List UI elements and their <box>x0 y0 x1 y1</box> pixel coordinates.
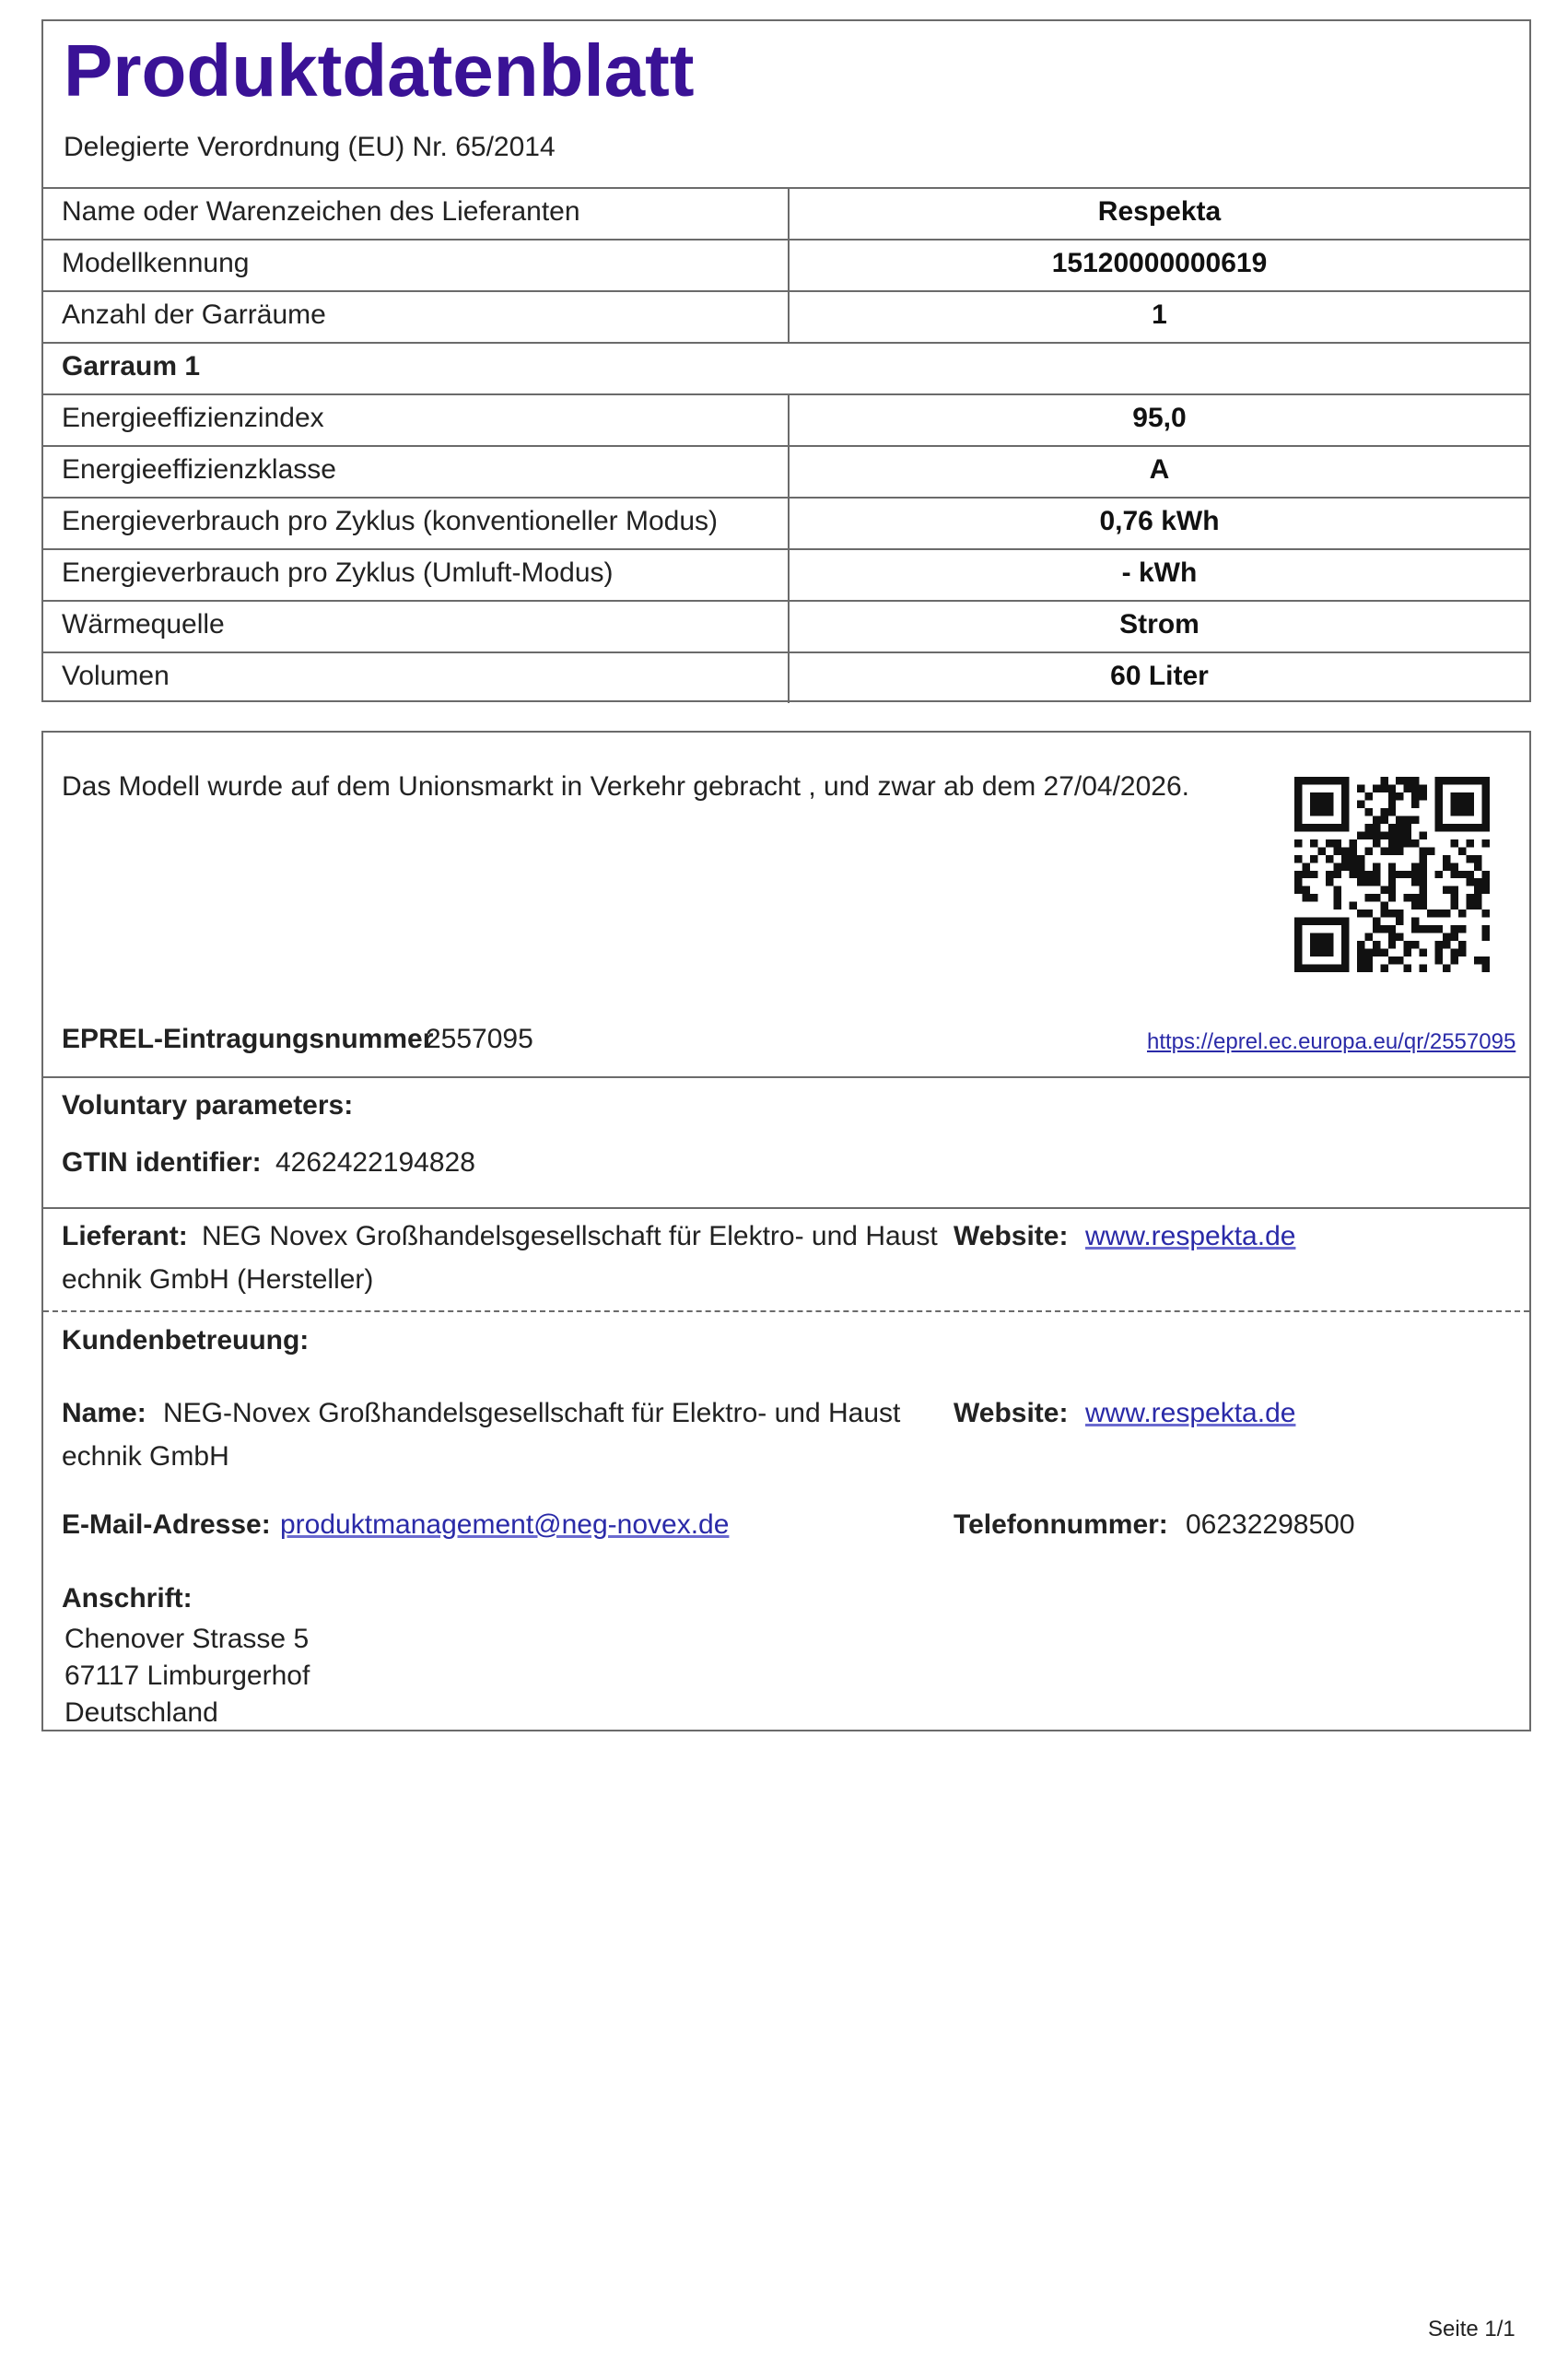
table-row <box>43 497 1529 548</box>
page-number: Seite 1/1 <box>1428 2317 1515 2341</box>
support-name-line2: echnik GmbH <box>62 1441 229 1472</box>
table-row <box>43 445 1529 497</box>
eprel-link[interactable]: https://eprel.ec.europa.eu/qr/2557095 <box>1147 1029 1516 1054</box>
row-label: Modellkennung <box>62 248 250 278</box>
email-link[interactable]: produktmanagement@neg-novex.de <box>280 1509 730 1540</box>
market-and-contact-info <box>41 731 1531 1731</box>
divider <box>43 1207 1529 1209</box>
supplier-website-label: Website: <box>954 1221 1069 1251</box>
dashed-divider <box>43 1310 1529 1312</box>
supplier-website-link[interactable]: www.respekta.de <box>1085 1221 1296 1251</box>
table-row <box>43 393 1529 445</box>
row-label: Volumen <box>62 661 170 691</box>
page-title: Produktdatenblatt <box>64 29 695 111</box>
phone-number: 06232298500 <box>1186 1509 1355 1540</box>
row-value: 1 <box>1152 299 1167 330</box>
row-value: Strom <box>1119 609 1199 640</box>
row-value: - kWh <box>1121 557 1198 588</box>
product-data-table <box>41 19 1531 702</box>
address-line: Deutschland <box>64 1697 218 1728</box>
row-value: A <box>1149 454 1170 485</box>
row-value: 95,0 <box>1132 403 1187 433</box>
row-label: Wärmequelle <box>62 609 225 640</box>
eprel-number: 2557095 <box>426 1024 533 1054</box>
table-row <box>43 290 1529 342</box>
support-name-line1: NEG-Novex Großhandelsgesellschaft für Elektro- und Haust <box>163 1398 901 1428</box>
table-section-row <box>43 342 1529 393</box>
address-line: Chenover Strasse 5 <box>64 1624 310 1654</box>
support-name-label: Name: <box>62 1398 146 1428</box>
support-website-link[interactable]: www.respekta.de <box>1085 1398 1296 1428</box>
row-label: Anzahl der Garräume <box>62 299 326 330</box>
gtin-value: 4262422194828 <box>275 1147 475 1178</box>
voluntary-heading: Voluntary parameters: <box>62 1090 354 1121</box>
address-line: 67117 Limburgerhof <box>64 1661 310 1691</box>
row-value: 60 Liter <box>1110 661 1209 691</box>
table-row <box>43 548 1529 600</box>
row-label: Name oder Warenzeichen des Lieferanten <box>62 196 580 227</box>
table-row <box>43 600 1529 651</box>
section-label: Garraum 1 <box>62 351 201 381</box>
regulation-subtitle: Delegierte Verordnung (EU) Nr. 65/2014 <box>64 132 556 162</box>
support-website-label: Website: <box>954 1398 1069 1428</box>
eprel-label: EPREL-Eintragungsnummer <box>62 1024 434 1054</box>
table-row <box>43 651 1529 703</box>
support-heading: Kundenbetreuung: <box>62 1325 310 1356</box>
row-label: Energieverbrauch pro Zyklus (Umluft-Modus) <box>62 557 614 588</box>
gtin-label: GTIN identifier: <box>62 1147 262 1178</box>
address-label: Anschrift: <box>62 1583 193 1614</box>
row-value: 15120000000619 <box>1051 248 1268 278</box>
table-row <box>43 187 1529 239</box>
row-label: Energieeffizienzklasse <box>62 454 336 485</box>
supplier-name-line2: echnik GmbH (Hersteller) <box>62 1264 374 1295</box>
table-row <box>43 239 1529 290</box>
supplier-name-line1: NEG Novex Großhandelsgesellschaft für Elektro- und Haust <box>202 1221 938 1251</box>
row-value: Respekta <box>1097 196 1222 227</box>
divider <box>43 1076 1529 1078</box>
market-statement: Das Modell wurde auf dem Unionsmarkt in Verkehr gebracht , und zwar ab dem 27/04/2026. <box>62 771 1189 802</box>
qr-code-icon <box>1294 777 1490 972</box>
row-label: Energieeffizienzindex <box>62 403 324 433</box>
email-label: E-Mail-Adresse: <box>62 1509 271 1540</box>
row-label: Energieverbrauch pro Zyklus (konventioneller Modus) <box>62 506 719 536</box>
row-value: 0,76 kWh <box>1099 506 1220 536</box>
phone-label: Telefonnummer: <box>954 1509 1168 1540</box>
supplier-label: Lieferant: <box>62 1221 188 1251</box>
